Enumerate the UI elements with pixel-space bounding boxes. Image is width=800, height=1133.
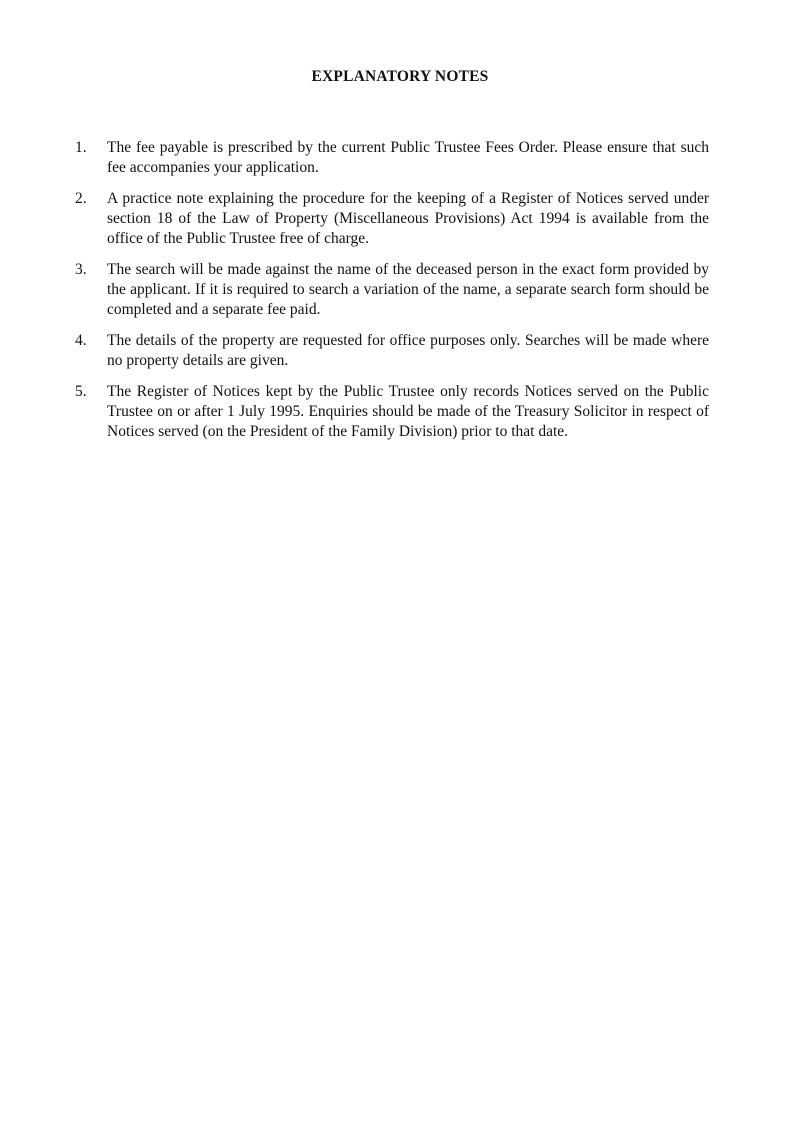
- note-number: 4.: [75, 332, 87, 349]
- note-number: 5.: [75, 383, 87, 400]
- page-title: EXPLANATORY NOTES: [311, 68, 489, 85]
- note-number: 3.: [75, 261, 87, 278]
- note-number: 2.: [75, 190, 87, 207]
- note-item-2: [75, 189, 709, 249]
- note-text: The search will be made against the name of the deceased person in the exact form provided by the applicant. If it is required to search a variation of the name, a separate search form should be completed and a separate fee paid.: [107, 261, 709, 318]
- explanatory-notes-list: [75, 138, 709, 453]
- note-text: The details of the property are requested for office purposes only. Searches will be made where no property details are given.: [107, 332, 709, 369]
- note-item-5: [75, 382, 709, 442]
- note-item-4: [75, 331, 709, 371]
- note-item-3: [75, 260, 709, 320]
- note-item-1: [75, 138, 709, 178]
- note-text: The Register of Notices kept by the Public Trustee only records Notices served on the Public Trustee on or after 1 July 1995. Enquiries should be made of the Treasury Solicitor in respect of Notices served (on the President of the Family Division) prior to that date.: [107, 383, 709, 440]
- note-text: A practice note explaining the procedure for the keeping of a Register of Notices served under section 18 of the Law of Property (Miscellaneous Provisions) Act 1994 is available from the office of the Public Trustee free of charge.: [107, 190, 709, 247]
- note-number: 1.: [75, 139, 87, 156]
- note-text: The fee payable is prescribed by the current Public Trustee Fees Order. Please ensure that such fee accompanies your application.: [107, 139, 709, 176]
